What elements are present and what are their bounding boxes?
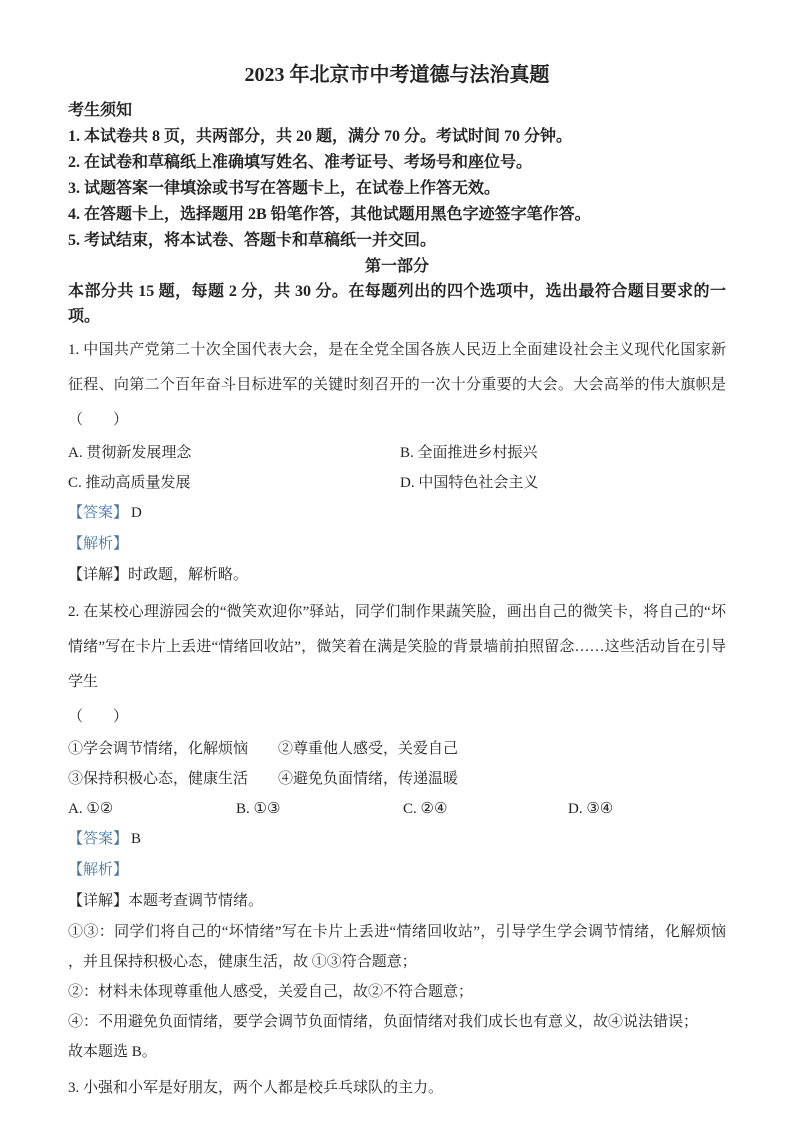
option-item: B. ①③ [236, 801, 281, 817]
question-1-options [68, 438, 726, 498]
question-text: 1. 中国共产党第二十次全国代表大会，是在全党全国各族人民迈上全面建设社会主义现代化国家新征程、向第二个百年奋斗目标进军的关键时刻召开的一次十分重要的大会。大会高举的伟大旗帜是（ ） [68, 342, 726, 428]
explanation-paragraph: ②：材料未体现尊重他人感受，关爱自己，故②不符合题意； [68, 984, 474, 1000]
answer-value: D [131, 505, 142, 521]
option-item: A. 贯彻新发展理念 [68, 445, 192, 461]
analysis-label: 【解析】 [68, 536, 129, 552]
notice-item: 3. 试题答案一律填涂或书写在答题卡上，在试卷上作答无效。 [68, 180, 501, 197]
detail-line: 【详解】时政题，解析略。 [68, 567, 249, 583]
answer-label: 【答案】 [68, 831, 129, 847]
notice-heading: 考生须知 [68, 102, 133, 119]
explanation-paragraph: ④：不用避免负面情绪，要学会调节负面情绪，负面情绪对我们成长也有意义，故④说法错误； [68, 1014, 699, 1030]
explanation-paragraph: ①③：同学们将自己的“坏情绪”写在卡片上丢进“情绪回收站”，引导学生学会调节情绪，化解烦恼 ，并且保持积极心态，健康生活，故 ①③符合题意； [68, 924, 726, 970]
question-2-options [68, 794, 726, 824]
question-text: 2. 在某校心理游园会的“微笑欢迎你”驿站，同学们制作果蔬笑脸，画出自己的微笑卡，将自己的“坏情绪”写在卡片上丢进“情绪回收站”，微笑着在满是笑脸的背景墙前拍照留念……这些活动旨在引导学生 [68, 604, 726, 690]
option-item: B. 全面推进乡村振兴 [400, 445, 538, 461]
answer-line [68, 824, 726, 855]
page-title: 2023 年北京市中考道德与法治真题 [244, 64, 550, 86]
analysis-line [68, 529, 726, 560]
answer-line [68, 498, 726, 529]
answer-label: 【答案】 [68, 505, 129, 521]
detail-line: 【详解】本题考查调节情绪。 [68, 893, 264, 909]
answer-value: B [131, 831, 142, 847]
question-text: 3. 小强和小军是好朋友，两个人都是校乒乓球队的主力。 [68, 1080, 444, 1096]
option-item: C. ②④ [403, 801, 448, 817]
analysis-line [68, 855, 726, 886]
analysis-label: 【解析】 [68, 862, 129, 878]
part1-description: 本部分共 15 题，每题 2 分，共 30 分。在每题列出的四个选项中，选出最符合题目要求的一项。 [68, 283, 726, 325]
option-item: D. ③④ [568, 801, 614, 817]
statement-line: ①学会调节情绪，化解烦恼 ②尊重他人感受，关爱自己 [68, 741, 459, 757]
notice-item: 2. 在试卷和草稿纸上准确填写姓名、准考证号、考场号和座位号。 [68, 154, 533, 171]
part1-heading: 第一部分 [364, 258, 429, 275]
notice-item: 5. 考试结束，将本试卷、答题卡和草稿纸一并交回。 [68, 232, 437, 249]
option-item: C. 推动高质量发展 [68, 475, 191, 491]
answer-blank-parens: （ ） [68, 709, 129, 725]
question-1 [68, 333, 726, 591]
explanation-conclusion: 故本题选 B。 [68, 1044, 157, 1060]
statement-line: ③保持积极心态，健康生活 ④避免负面情绪，传递温暖 [68, 771, 459, 787]
notice-section [68, 98, 726, 254]
notice-item: 4. 在答题卡上，选择题用 2B 铅笔作答，其他试题用黑色字迹签字笔作答。 [68, 206, 591, 223]
question-3 [68, 1071, 726, 1106]
option-item: D. 中国特色社会主义 [400, 475, 539, 491]
notice-item: 1. 本试卷共 8 页，共两部分，共 20 题，满分 70 分。考试时间 70 分钟。 [68, 128, 573, 145]
option-item: A. ①② [68, 801, 114, 817]
question-2 [68, 595, 726, 1067]
